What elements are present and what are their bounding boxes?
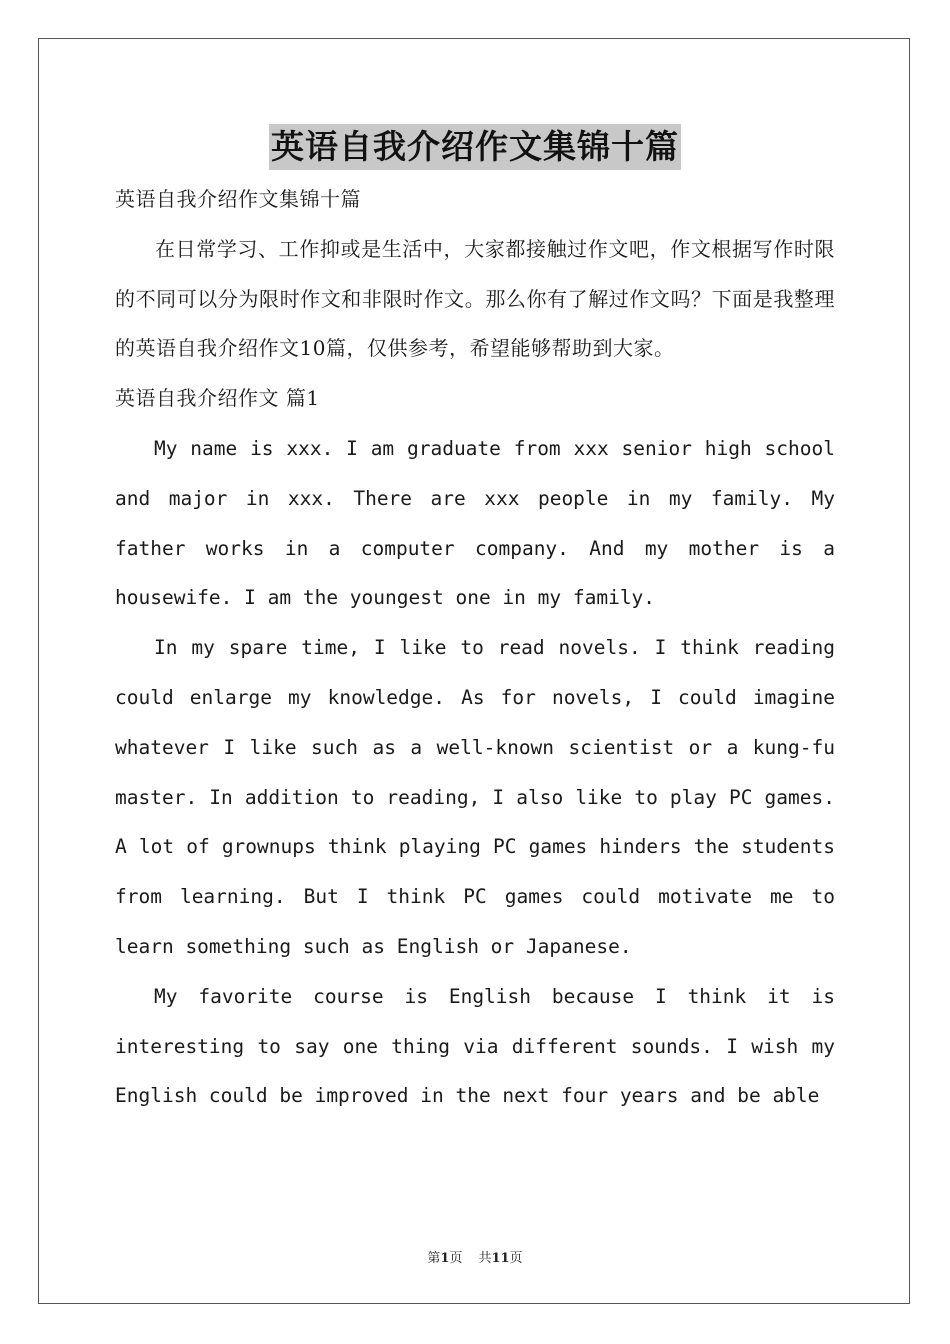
essay-paragraph-3: My favorite course is English because I think it is interesting to say one thing via different sounds. I wish my English could be improved in the next four years and be able <box>115 984 835 1108</box>
footer-page-mid: 页 <box>449 1251 463 1266</box>
essay-paragraph-2: In my spare time, I like to read novels. I think reading could enlarge my knowledge. As for novels, I could imagine whatever I like such as a well-known scientist or a kung-fu master. In addition to reading, I also like to play PC games. A lot of grownups think playing PC games hinders the students from learning. But I think PC games could motivate me to learn something such as English or Japanese. <box>115 636 835 958</box>
document-subtitle: 英语自我介绍作文集锦十篇 <box>115 187 361 211</box>
title-container <box>0 124 950 170</box>
page-footer <box>0 1247 950 1266</box>
footer-page-current: 1 <box>440 1251 450 1266</box>
document-title: 英语自我介绍作文集锦十篇 <box>269 124 681 170</box>
section-heading: 英语自我介绍作文 篇1 <box>115 386 320 411</box>
footer-page-total: 11 <box>491 1251 510 1266</box>
essay-paragraph-1: My name is xxx. I am graduate from xxx senior high school and major in xxx. There are xxx people in my family. My father works in a computer company. And my mother is a housewife. I am the youngest one in my family. <box>115 436 835 610</box>
footer-total-suffix: 页 <box>509 1251 523 1266</box>
footer-total-prefix: 共 <box>478 1251 492 1266</box>
footer-page-prefix: 第 <box>427 1251 441 1266</box>
document-body <box>115 175 835 1121</box>
intro-paragraph: 在日常学习、工作抑或是生活中，大家都接触过作文吧，作文根据写作时限的不同可以分为限时作文和非限时作文。那么你有了解过作文吗？下面是我整理的英语自我介绍作文10篇，仅供参考，希望能够帮助到大家。 <box>115 236 835 361</box>
